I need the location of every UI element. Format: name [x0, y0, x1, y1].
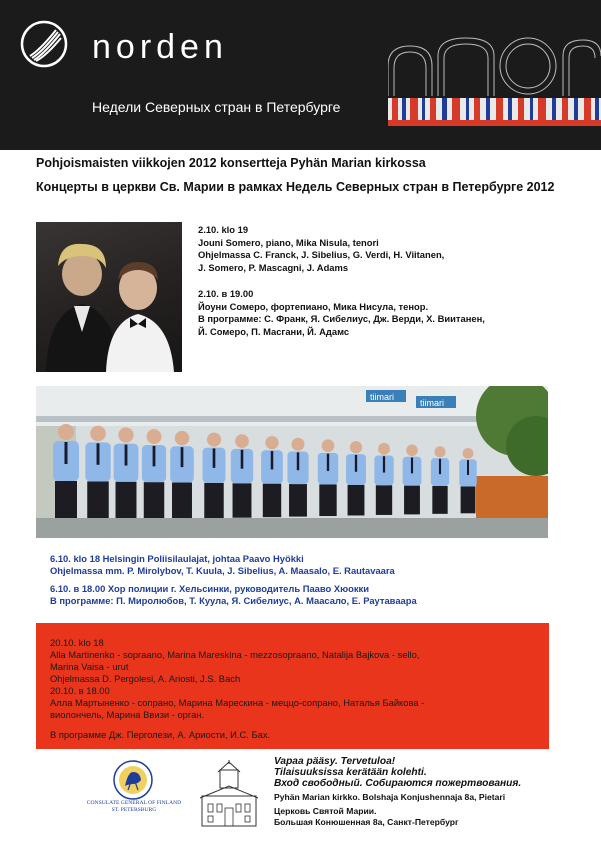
text-line: 6.10. в 18.00 Хор полиции г. Хельсинки, руководитель Пааво Хюокки — [50, 583, 369, 594]
text-line: Jouni Somero, piano, Mika Nisula, tenori — [198, 236, 379, 248]
text-line: 6.10. klo 18 Helsingin Poliisilaulajat, johtaa Paavo Hyökki — [50, 553, 304, 564]
performers-photo — [36, 222, 182, 372]
title-russian: Концерты в церкви Св. Марии в рамках Недель Северных стран в Петербурге 2012 — [36, 180, 555, 194]
concert3-finnish — [50, 637, 419, 685]
concert2-russian — [50, 583, 417, 608]
text-line: 2.10. в 19.00 — [198, 288, 254, 299]
text-line: Алла Мартыненко - сопрано, Марина Марескина - меццо-сопрано, Наталья Байкова - — [50, 697, 425, 708]
text-line: Alla Martinenko - sopraano, Marina Mareskina - mezzosopraano, Natalija Bajkova - sello, — [50, 649, 420, 660]
choir-photo — [36, 386, 548, 538]
text-line: Marina Vaisa - urut — [50, 661, 129, 672]
header-decoration — [388, 36, 601, 138]
finland-lion-crest-icon — [98, 758, 168, 806]
text-line: виолончель, Марина Ввизи - орган. — [50, 709, 205, 720]
concert2-finnish — [50, 553, 395, 578]
store-sign: tiimari — [370, 392, 394, 402]
header-banner — [0, 0, 601, 150]
text-line: CONSULATE GENERAL OF FINLAND — [86, 800, 182, 806]
text-line: Йоуни Сомеро, фортепиано, Мика Нисула, тенор. — [198, 300, 429, 312]
text-line: Большая Конюшенная 8а, Санкт-Петербург — [274, 817, 459, 827]
concert1-finnish — [198, 224, 444, 274]
consulate-caption — [72, 800, 196, 814]
concert3-russian — [50, 685, 424, 721]
text-line: Церковь Святой Марии. — [274, 806, 377, 816]
text-line: В программе: П. Миролюбов, Т. Куула, Я. Сибелиус, А. Маасало, Е. Раутаваара — [50, 595, 417, 607]
text-line: Й. Сомеро, П. Масгани, Й. Адамс — [198, 325, 350, 337]
text-line: Ohjelmassa mm. P. Mirolybov, T. Kuula, J. Sibelius, A. Maasalo, E. Rautavaara — [50, 565, 395, 577]
text-line: Ohjelmassa D. Pergolesi, A. Ariosti, J.S. Bach — [50, 673, 241, 684]
header-subtitle: Недели Северных стран в Петербурге — [92, 99, 341, 115]
text-line: 20.10. klo 18 — [50, 637, 104, 648]
concert3-program: В программе Дж. Перголези, А. Ариости, И.С. Бах. — [50, 729, 271, 740]
text-line: Ohjelmassa C. Franck, J. Sibelius, G. Verdi, H. Viitanen, — [198, 249, 445, 261]
admission-note — [274, 756, 521, 789]
brand-name: norden — [92, 28, 228, 66]
title-finnish: Pohjoismaisten viikkojen 2012 konsertteja Pyhän Marian kirkossa — [36, 156, 426, 170]
text-line: Vapaa pääsy. Tervetuloa! — [274, 756, 396, 767]
norden-swan-logo — [20, 20, 68, 68]
text-line: Вход свободный. Собираются пожертвования. — [274, 778, 522, 789]
church-address — [274, 792, 505, 828]
concert1-russian — [198, 288, 485, 338]
text-line: В программе: С. Франк, Я. Сибелиус, Дж. Верди, Х. Виитанен, — [198, 313, 485, 325]
text-line: ST. PETERSBURG — [111, 807, 157, 813]
text-line: J. Somero, P. Mascagni, J. Adams — [198, 261, 349, 273]
text-line: 2.10. klo 19 — [198, 224, 249, 235]
text-line: 20.10. в 18.00 — [50, 685, 110, 696]
text-line: Tilaisuuksissa kerätään kolehti. — [274, 767, 427, 778]
store-sign: tiimari — [420, 398, 444, 408]
text-line: Pyhän Marian kirkko. Bolshaja Konjushennaja 8a, Pietari — [274, 792, 506, 802]
church-building-icon — [198, 760, 260, 828]
